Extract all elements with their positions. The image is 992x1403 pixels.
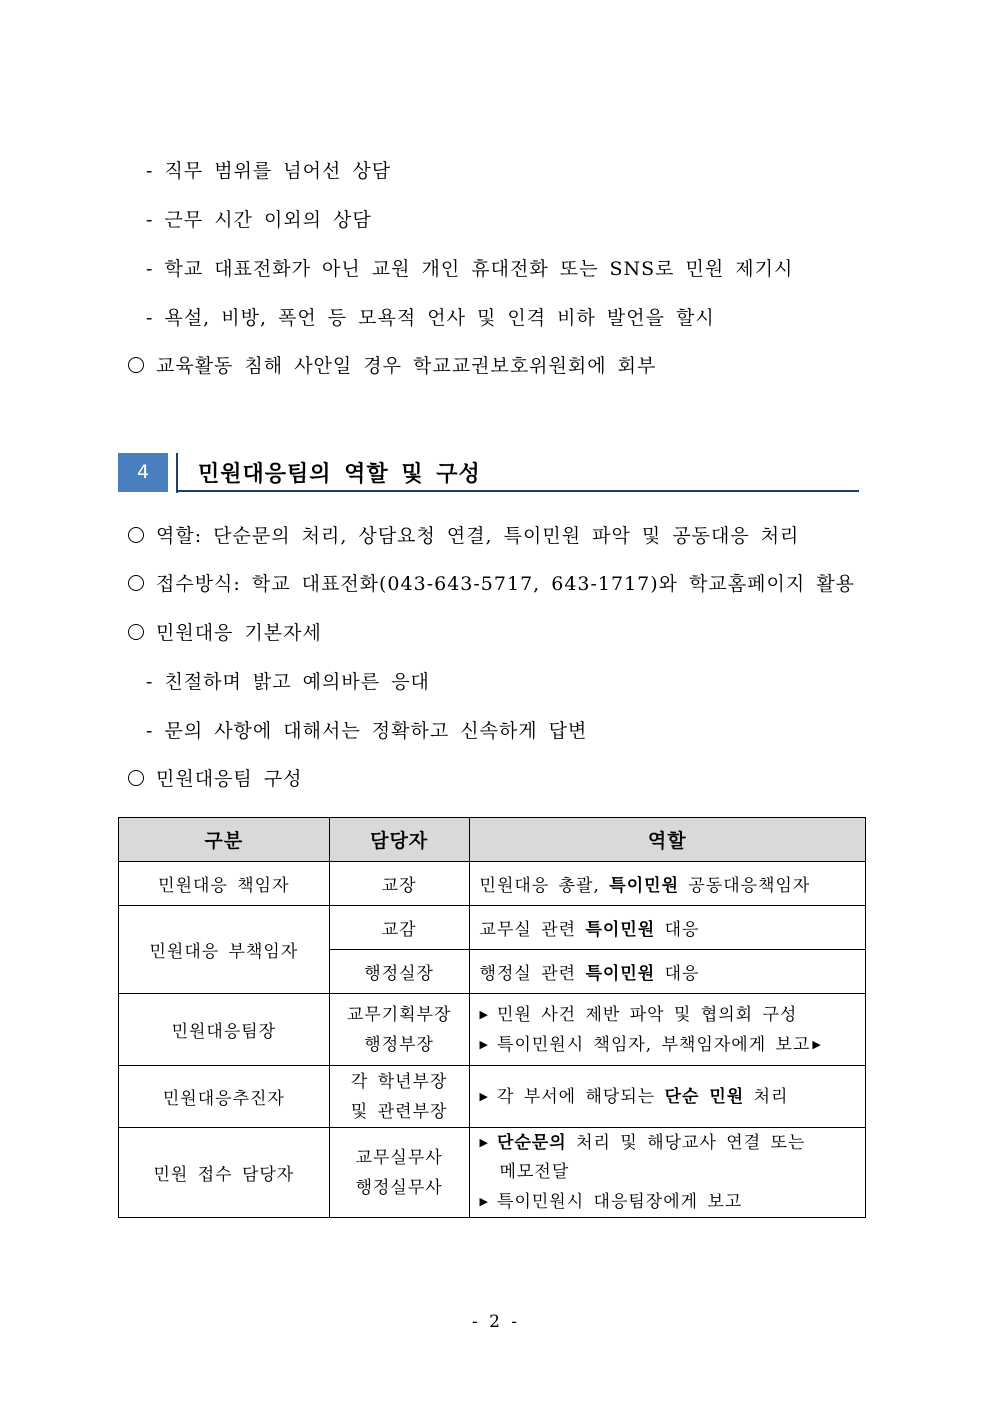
- table-row: [119, 906, 866, 950]
- cell-role: ▶ 각 부서에 해당되는 단순 민원 처리: [469, 1066, 865, 1128]
- cell-role: 민원대응 총괄, 특이민원 공동대응책임자: [469, 862, 865, 906]
- cell-category: 민원 접수 담당자: [119, 1128, 330, 1218]
- cell-person: 교무기획부장 행정부장: [329, 994, 469, 1066]
- triangle-bullet-icon: ▶: [479, 1136, 490, 1149]
- circle-item-attitude: 민원대응 기본자세: [128, 618, 322, 645]
- triangle-bullet-icon: ▶: [479, 1007, 490, 1021]
- triangle-bullet-icon: ▶: [812, 1037, 822, 1051]
- circle-item-team: 민원대응팀 구성: [128, 764, 303, 791]
- cell-role: 교무실 관련 특이민원 대응: [469, 906, 865, 950]
- circle-item-escalation: 교육활동 침해 사안일 경우 학교교권보호위원회에 회부: [128, 351, 656, 378]
- triangle-bullet-icon: ▶: [479, 1037, 490, 1051]
- page-number: - 2 -: [471, 1312, 521, 1332]
- cell-person: 교장: [329, 862, 469, 906]
- section-number: 4: [118, 453, 168, 492]
- team-table: [118, 817, 866, 1218]
- triangle-bullet-icon: ▶: [479, 1089, 490, 1103]
- circle-bullet-icon: [128, 527, 144, 543]
- dash-item-2: - 근무 시간 이외의 상담: [146, 209, 372, 231]
- circle-bullet-icon: [128, 624, 144, 640]
- circle-bullet-icon: [128, 770, 144, 786]
- cell-person: 각 학년부장 및 관련부장: [329, 1066, 469, 1128]
- attitude-dash-1: - 친절하며 밝고 예의바른 응대: [146, 671, 430, 693]
- cell-person: 행정실장: [329, 950, 469, 994]
- circle-bullet-icon: [128, 575, 144, 591]
- cell-category: 민원대응팀장: [119, 994, 330, 1066]
- header-role: 역할: [469, 818, 865, 862]
- dash-item-3: - 학교 대표전화가 아닌 교원 개인 휴대전화 또는 SNS로 민원 제기시: [146, 258, 794, 280]
- dash-item-4: - 욕설, 비방, 폭언 등 모욕적 언사 및 인격 비하 발언을 할시: [146, 307, 715, 329]
- header-person: 담당자: [329, 818, 469, 862]
- cell-role: 행정실 관련 특이민원 대응: [469, 950, 865, 994]
- dash-item-1: - 직무 범위를 넘어선 상담: [146, 160, 392, 182]
- header-category: 구분: [119, 818, 330, 862]
- cell-role: ▶ 단순문의 처리 및 해당교사 연결 또는 메모전달 ▶ 특이민원시 대응팀장에게 보고: [469, 1128, 865, 1218]
- circle-item-role: 역할: 단순문의 처리, 상담요청 연결, 특이민원 파악 및 공동대응 처리: [128, 521, 799, 548]
- circle-bullet-icon: [128, 357, 144, 373]
- cell-person: 교감: [329, 906, 469, 950]
- circle-item-reception: 접수방식: 학교 대표전화(043-643-5717, 643-1717)와 학교홈페이지 활용: [128, 569, 855, 596]
- section-divider: [176, 453, 178, 493]
- cell-category: 민원대응 책임자: [119, 862, 330, 906]
- table-row: [119, 1128, 866, 1218]
- section-title: 민원대응팀의 역할 및 구성: [198, 461, 481, 487]
- cell-category: 민원대응 부책임자: [119, 906, 330, 994]
- cell-category: 민원대응추진자: [119, 1066, 330, 1128]
- table-header-row: [119, 818, 866, 862]
- attitude-dash-2: - 문의 사항에 대해서는 정확하고 신속하게 답변: [146, 720, 588, 742]
- table-row: [119, 1066, 866, 1128]
- triangle-bullet-icon: ▶: [479, 1195, 490, 1208]
- cell-role: ▶ 민원 사건 제반 파악 및 협의회 구성 ▶ 특이민원시 책임자, 부책임자에게 보고 ▶: [469, 994, 865, 1066]
- table-row: [119, 862, 866, 906]
- section-underline: [176, 490, 859, 492]
- cell-person: 교무실무사 행정실무사: [329, 1128, 469, 1218]
- table-row: [119, 994, 866, 1066]
